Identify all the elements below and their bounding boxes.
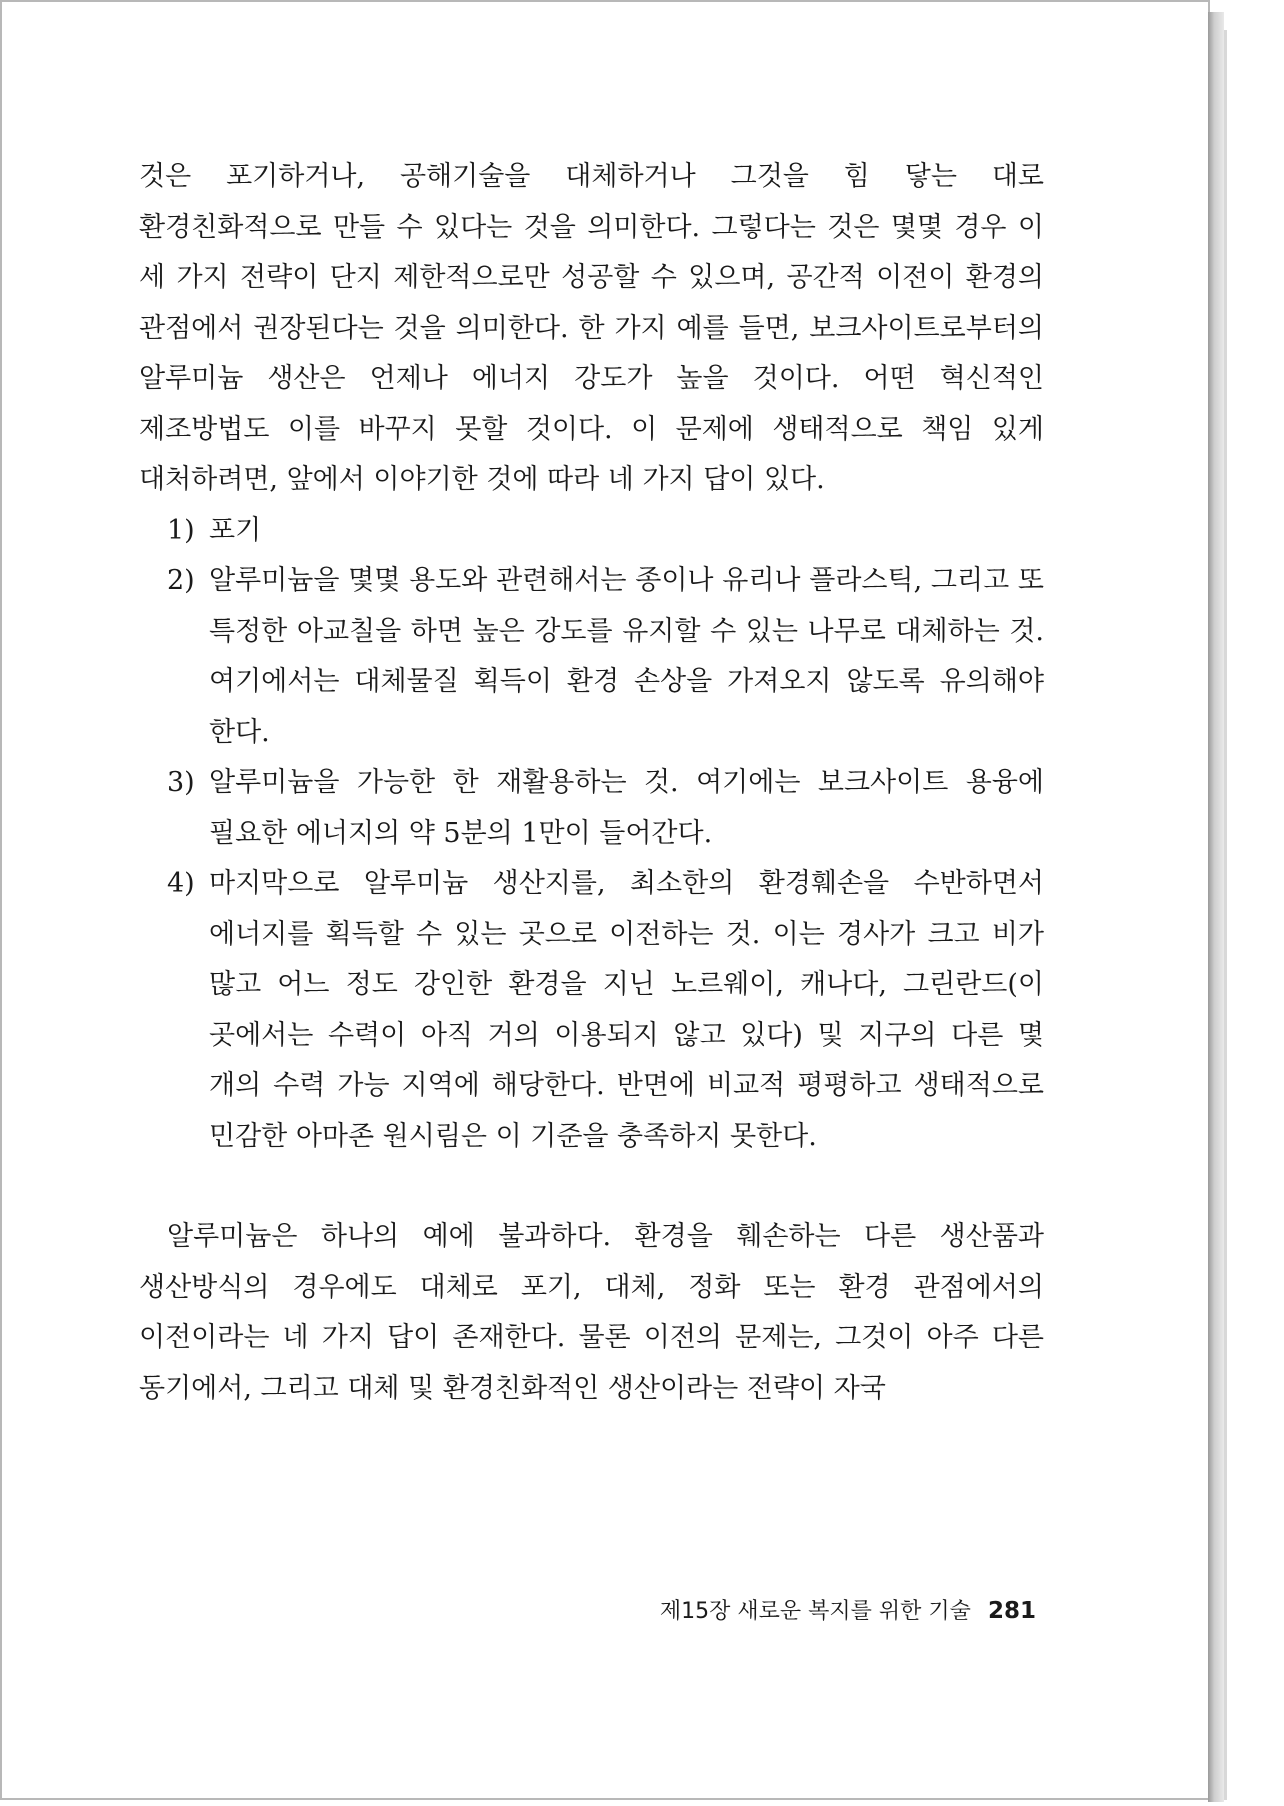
list-item-number: 3) [167,767,195,798]
list-item [139,758,1044,859]
page-edge-shadow [1208,12,1224,1802]
paragraph-2: 알루미늄은 하나의 예에 불과하다. 환경을 훼손하는 다른 생산품과 생산방식의 경우에도 대체로 포기, 대체, 정화 또는 환경 관점에서의 이전이라는 네 가지 답이 존재한다. 물론 이전의 문제는, 그것이 아주 다른 동기에서, 그리고 대체 및 환경친화적인 생산이라는 전략이 자국 [139,1221,1044,1404]
page-edge-outer [1224,30,1227,1800]
list-item-text: 알루미늄을 몇몇 용도와 관련해서는 종이나 유리나 플라스틱, 그리고 또 특정한 아교칠을 하면 높은 강도를 유지할 수 있는 나무로 대체하는 것. 여기에서는 대체물질 획득이 환경 손상을 가져오지 않도록 유의해야 한다. [209,565,1044,748]
list-item-number: 2) [167,565,195,596]
paragraph-1: 것은 포기하거나, 공해기술을 대체하거나 그것을 힘 닿는 대로 환경친화적으로 만들 수 있다는 것을 의미한다. 그렇다는 것은 몇몇 경우 이 세 가지 전략이 단지 제한적으로만 성공할 수 있으며, 공간적 이전이 환경의 관점에서 권장된다는 것을 의미한다. 한 가지 예를 들면, 보크사이트로부터의 알루미늄 생산은 언제나 에너지 강도가 높을 것이다. 어떤 혁신적인 제조방법도 이를 바꾸지 못할 것이다. 이 문제에 생태적으로 책임 있게 대처하려면, 앞에서 이야기한 것에 따라 네 가지 답이 있다. [139,161,1044,495]
list-item-text: 포기 [209,514,262,546]
list-item [139,506,1044,557]
list-item-number: 4) [167,868,195,899]
page-body [139,152,1044,1414]
paragraph-gap [139,1162,1044,1212]
list-item [139,859,1044,1162]
list-item [139,556,1044,758]
page-footer [660,1594,1036,1625]
list-item-number: 1) [167,514,195,546]
page-number: 281 [987,1598,1036,1624]
numbered-list [139,506,1044,1163]
list-item-text: 알루미늄을 가능한 한 재활용하는 것. 여기에는 보크사이트 용융에 필요한 에너지의 약 5분의 1만이 들어간다. [209,767,1044,849]
list-item-text: 마지막으로 알루미늄 생산지를, 최소한의 환경훼손을 수반하면서 에너지를 획득할 수 있는 곳으로 이전하는 것. 이는 경사가 크고 비가 많고 어느 정도 강인한 환경을 지닌 노르웨이, 캐나다, 그린란드(이 곳에서는 수력이 아직 거의 이용되지 않고 있다) 및 지구의 다른 몇 개의 수력 가능 지역에 해당한다. 반면에 비교적 평평하고 생태적으로 민감한 아마존 원시림은 이 기준을 충족하지 못한다. [209,868,1044,1152]
running-footer-chapter: 제15장 새로운 복지를 위한 기술 [659,1599,971,1624]
